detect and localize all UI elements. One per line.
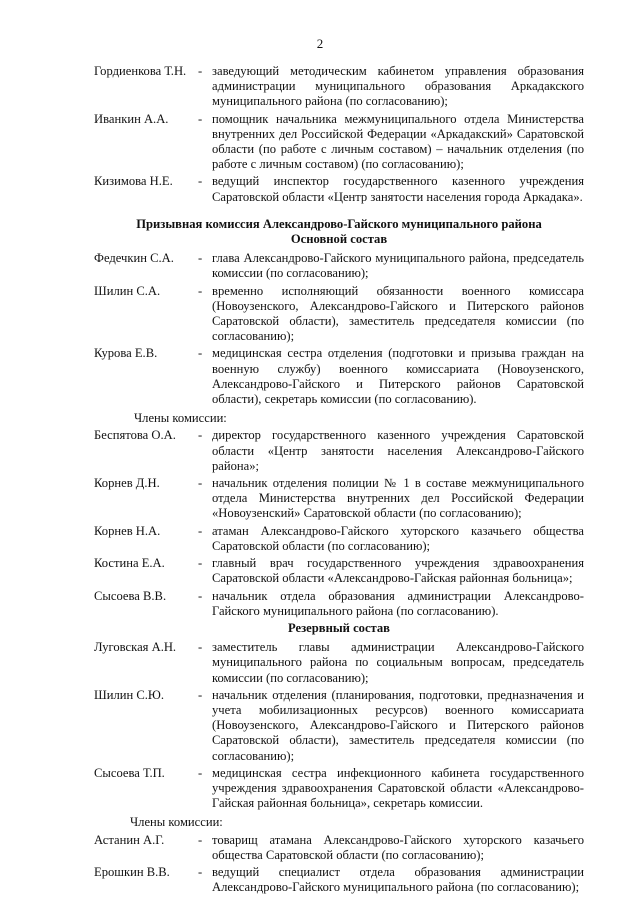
- entry-dash: -: [198, 64, 203, 78]
- page-number: 2: [316, 36, 324, 51]
- member-position: заведующий методическим кабинетом управления образования администрации муниципального образования Аркадакского муниципального района (по согласованию);: [212, 64, 584, 109]
- member-position: временно исполняющий обязанности военного комиссара (Новоузенского, Александрово-Гайского и Питерского районов Саратовской области), заместитель председателя комиссии (по согласованию);: [212, 283, 584, 344]
- member-name: Ерошкин В.В.: [94, 864, 170, 879]
- member-name: Шилин С.Ю.: [94, 687, 164, 702]
- entry-dash: -: [198, 765, 203, 780]
- member-entry: [94, 524, 584, 554]
- member-position: медицинская сестра отделения (подготовки и призыва граждан на военную службу) военного комиссариата (Новоузенского, Александрово-Гайского и Питерского районов Саратовской области), секретарь комиссии (по согласованию).: [212, 346, 584, 407]
- member-position: ведущий инспектор государственного казенного учреждения Саратовской области «Центр занятости населения города Аркадака».: [212, 174, 584, 204]
- member-position: медицинская сестра инфекционного кабинета государственного учреждения здравоохранения Саратовской области «Александрово-Гайская районная больница», секретарь комиссии.: [212, 765, 584, 811]
- members-label: Члены комиссии:: [130, 815, 223, 830]
- member-entry: [94, 766, 584, 812]
- member-position: начальник отделения (планирования, подготовки, предназначения и учета мобилизационных ресурсов) военного комиссариата (Новоузенского, Александрово-Гайского и Питерского районов Саратовской области), заместитель председателя комиссии (по согласованию);: [212, 687, 584, 763]
- member-position: глава Александрово-Гайского муниципального района, председатель комиссии (по согласованию);: [212, 251, 584, 281]
- member-entry: [94, 112, 584, 173]
- entry-list-group1: [94, 64, 584, 205]
- member-entry: [94, 476, 584, 522]
- entry-dash: -: [198, 251, 203, 266]
- member-name: Федечкин С.А.: [94, 251, 174, 266]
- member-name: Астанин А.Г.: [94, 832, 165, 847]
- entry-list-reserve-members: [94, 833, 584, 896]
- member-entry: [94, 64, 584, 110]
- member-entry: [94, 251, 584, 281]
- members-label: Члены комиссии:: [134, 411, 227, 426]
- entry-dash: -: [198, 556, 203, 571]
- member-name: Сысоева В.В.: [94, 588, 167, 603]
- member-position: директор государственного казенного учреждения Саратовской области «Центр занятости населения Александрово-Гайского района»;: [212, 428, 584, 473]
- entry-dash: -: [198, 174, 203, 189]
- member-position: начальник отдела образования администрации Александрово-Гайского муниципального района (по согласованию).: [212, 588, 584, 618]
- entry-dash: -: [198, 640, 203, 655]
- member-entry: [94, 833, 584, 863]
- commission-title: Призывная комиссия Александрово-Гайского муниципального района: [136, 216, 542, 231]
- document-body: [94, 64, 584, 897]
- member-position: начальник отделения полиции № 1 в составе межмуниципального отдела Министерства внутренних дел Российской Федерации «Новоузенский» Саратовской области (по согласованию);: [212, 476, 584, 521]
- member-position: помощник начальника межмуниципального отдела Министерства внутренних дел Российской Федерации «Аркадакский» Саратовской области (по работе с личным составом) – начальник отделения (по работе с личным составом) (по согласованию);: [212, 111, 584, 172]
- entry-list-main-members: [94, 428, 584, 618]
- member-name: Луговская А.Н.: [94, 640, 177, 655]
- member-name: Корнев Д.Н.: [94, 476, 160, 491]
- member-name: Корнев Н.А.: [94, 523, 161, 538]
- member-name: Сысоева Т.П.: [94, 765, 165, 780]
- member-position: ведущий специалист отдела образования администрации Александрово-Гайского муниципального района (по согласованию);: [212, 864, 584, 895]
- member-entry: [94, 688, 584, 764]
- entry-list-reserve-leaders: [94, 640, 584, 811]
- entry-dash: -: [198, 832, 203, 847]
- member-name: Шилин С.А.: [94, 283, 161, 298]
- member-entry: [94, 640, 584, 686]
- entry-dash: -: [198, 864, 203, 879]
- member-entry: [94, 556, 584, 586]
- entry-list-main-leaders: [94, 251, 584, 407]
- member-name: Иванкин А.А.: [94, 111, 169, 126]
- entry-dash: -: [198, 588, 203, 603]
- member-position: заместитель главы администрации Александрово-Гайского муниципального района по социальным вопросам, председатель комиссии (по согласованию);: [212, 640, 584, 685]
- member-entry: [94, 346, 584, 407]
- member-name: Костина Е.А.: [94, 556, 165, 571]
- entry-dash: -: [198, 428, 203, 443]
- member-name: Кизимова Н.Е.: [94, 174, 173, 189]
- member-entry: [94, 428, 584, 474]
- entry-dash: -: [198, 283, 203, 298]
- member-position: атаман Александрово-Гайского хуторского казачьего общества Саратовской области (по согласованию);: [212, 523, 584, 553]
- entry-dash: -: [198, 346, 203, 361]
- entry-dash: -: [198, 111, 203, 126]
- entry-dash: -: [198, 523, 203, 538]
- main-composition-title: Основной состав: [290, 232, 388, 247]
- member-entry: [94, 865, 584, 895]
- member-name: Гордиенкова Т.Н.: [94, 64, 187, 78]
- entry-dash: -: [198, 687, 203, 702]
- member-position: главный врач государственного учреждения здравоохранения Саратовской области «Александрово-Гайская районная больница»;: [212, 556, 584, 586]
- reserve-composition-title: Резервный состав: [288, 620, 390, 635]
- member-position: товарищ атамана Александрово-Гайского хуторского казачьего общества Саратовской области (по согласованию);: [212, 832, 584, 862]
- member-name: Беспятова О.А.: [94, 428, 176, 443]
- member-entry: [94, 174, 584, 204]
- member-entry: [94, 589, 584, 619]
- entry-dash: -: [198, 476, 203, 491]
- member-entry: [94, 284, 584, 345]
- member-name: Курова Е.В.: [94, 346, 158, 361]
